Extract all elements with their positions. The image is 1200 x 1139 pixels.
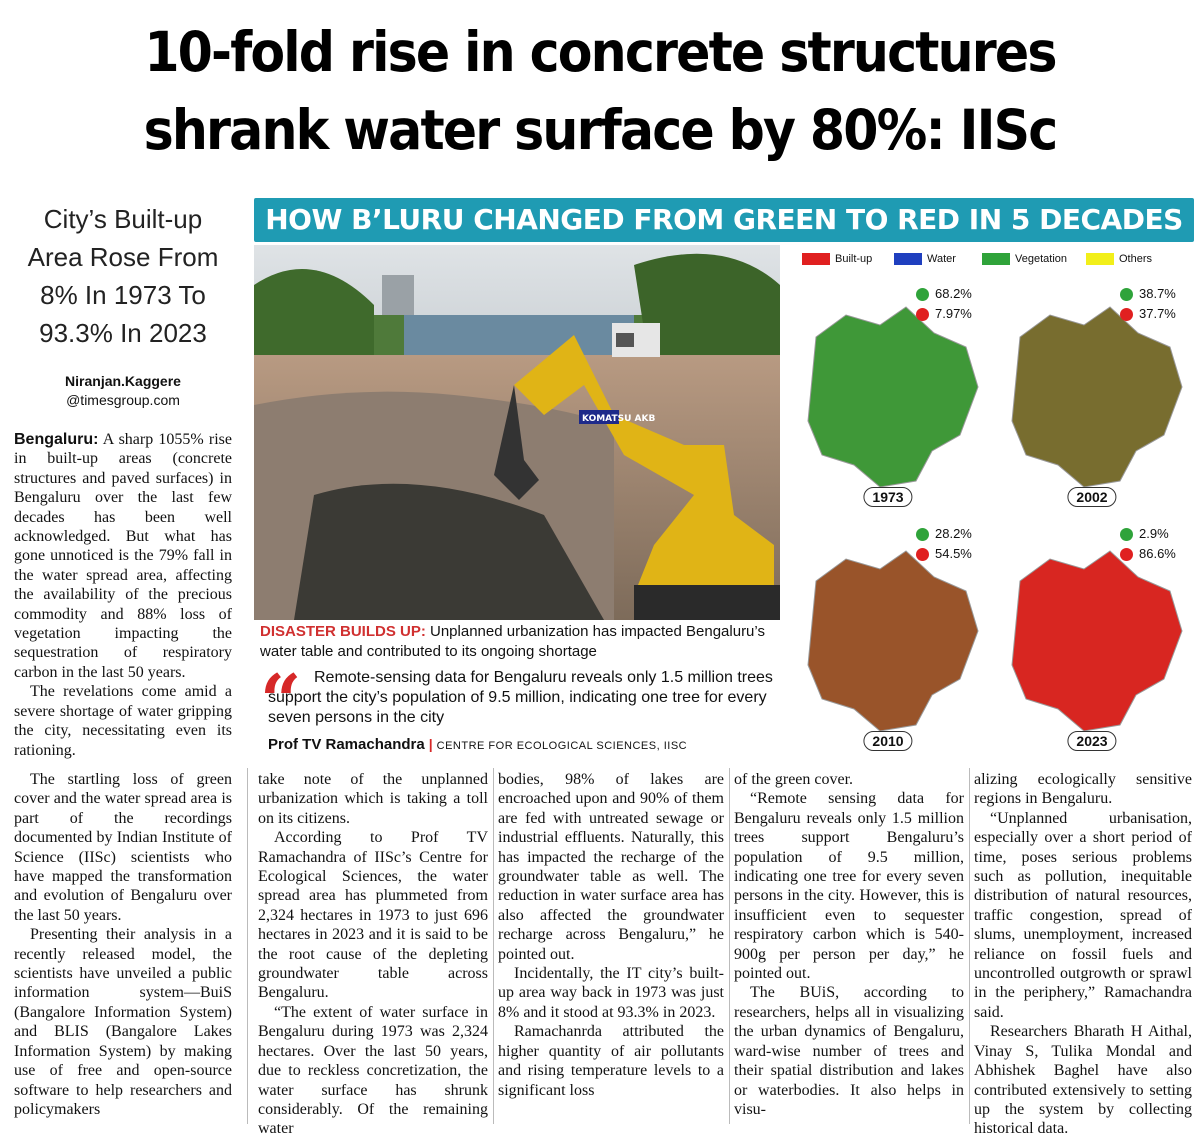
column-divider <box>247 768 248 1124</box>
builtup-dot-icon <box>916 308 929 321</box>
builtup-dot-icon <box>1120 308 1133 321</box>
article-paragraph: “Remote sensing data for Bengaluru reveals only 1.5 million trees support Bengaluru’s population of 9.5 million, indicating one tree for every seven persons in the city. However, this is insufficient even to sequester respiratory carbon which is 540-900g per person per day,” he pointed out. <box>734 790 964 983</box>
builtup-share <box>916 305 972 323</box>
legend-swatch <box>802 253 830 265</box>
map-panel-2023 <box>992 519 1192 759</box>
quote-author-name: Prof TV Ramachandra <box>268 736 425 753</box>
graphic-banner <box>254 198 1194 242</box>
article-column-1-lower <box>14 770 232 1119</box>
photo-caption <box>254 622 780 664</box>
vegetation-value: 38.7% <box>1139 286 1176 301</box>
article-paragraph: “The extent of water surface in Bengaluru during 1973 was 2,324 hectares. Over the last 50 years, due to reckless concretization, the water surface has shrunk considerably. Of the remaining water <box>258 1003 488 1138</box>
paragraph-text: A sharp 1055% rise in built-up areas (concrete structures and paved surfaces) in Bengaluru over the last few decades has been well acknowledged. But what has gone unnoticed is the 79% fall in the water spread area, affecting the availability of the precious commodity and 88% loss of vegetation impacting the sequestration of respiratory carbon in the last 50 years. <box>14 431 232 681</box>
caption-lead: DISASTER BUILDS UP: <box>260 623 426 640</box>
article-column-2 <box>258 770 488 1139</box>
legend-builtup <box>802 253 872 267</box>
vegetation-dot-icon <box>1120 528 1133 541</box>
builtup-value: 86.6% <box>1139 546 1176 561</box>
subhead-line: 93.3% In 2023 <box>39 318 207 348</box>
article-paragraph: According to Prof TV Ramachandra of IISc’s Centre for Ecological Sciences, the water spread area has plummeted from 2,324 hectares in 1973 to just 696 hectares in 2023 and it is said to be the root cause of the depleting groundwater table across Bengaluru. <box>258 829 488 1002</box>
headline-line-1: 10-fold rise in concrete structures <box>144 20 1056 84</box>
caption-text: Unplanned urbanization has impacted Bengaluru’s water table and contributed to its ongoing shortage <box>260 623 765 660</box>
vegetation-value: 2.9% <box>1139 526 1169 541</box>
pull-quote <box>254 658 780 762</box>
quote-author-affiliation: CENTRE FOR ECOLOGICAL SCIENCES, IISC <box>436 740 688 752</box>
vegetation-share <box>916 285 972 303</box>
legend-label: Others <box>1119 253 1153 266</box>
quote-text: Remote-sensing data for Bengaluru reveals only 1.5 million trees support the city’s population of 9.5 million, indicating one tree for every seven persons in the city <box>268 669 773 726</box>
builtup-dot-icon <box>1120 548 1133 561</box>
vegetation-value: 68.2% <box>935 286 972 301</box>
map-panel-1973 <box>788 275 988 515</box>
quote-mark-icon: “ <box>260 658 302 743</box>
column-divider <box>493 768 494 1124</box>
legend-vegetation <box>982 253 1067 267</box>
article-paragraph: take note of the unplanned urbanization which is taking a toll on its citizens. <box>258 771 488 827</box>
article-paragraph: Incidentally, the IT city’s built-up area way back in 1973 was just 8% and it stood at 93.3% in 2023. <box>498 965 724 1021</box>
map-year-label: 2023 <box>1067 731 1116 751</box>
quote-attribution <box>268 736 687 753</box>
dateline: Bengaluru: <box>14 431 99 448</box>
byline <box>8 372 238 410</box>
article-paragraph: The startling loss of green cover and the water spread area is part of the recordings documented by Indian Institute of Science (IISc) scientists who have mapped the transformation and evolution of Bengaluru over the last 50 years. <box>14 771 232 924</box>
builtup-value: 7.97% <box>935 306 972 321</box>
vegetation-dot-icon <box>1120 288 1133 301</box>
subhead-line: City’s Built-up <box>43 204 203 234</box>
article-paragraph: Presenting their analysis in a recently released model, the scientists have unveiled a public information system—BuiS (Bangalore Information System) and BLIS (Bangalore Lakes Information System) by making use of free and open-source software to help researchers and policymakers <box>14 926 232 1118</box>
article-paragraph: bodies, 98% of lakes are encroached upon and 90% of them are fed with untreated sewage or industrial effluents. Naturally, this has impacted the recharge of the groundwater table as well. The reduction in water surface area has also affected the groundwater recharge across Bengaluru,” he pointed out. <box>498 771 724 963</box>
subheadline <box>8 200 238 352</box>
article-paragraph: Ramachanrda attributed the higher quantity of air pollutants and rising temperature levels to a significant loss <box>498 1023 724 1099</box>
article-paragraph: The BUiS, according to researchers, helps all in visualizing the urban dynamics of Bengaluru, ward-wise number of trees and their spatial distribution and lakes or waterbodies. It also helps in visu- <box>734 984 964 1118</box>
map-panel-2010 <box>788 519 988 759</box>
legend-swatch <box>894 253 922 265</box>
column-divider <box>729 768 730 1124</box>
article-column-1 <box>14 430 232 760</box>
vegetation-value: 28.2% <box>935 526 972 541</box>
legend-swatch <box>982 253 1010 265</box>
map-year-label: 2002 <box>1067 487 1116 507</box>
column-divider <box>969 768 970 1124</box>
vegetation-share <box>916 525 972 543</box>
legend-label: Vegetation <box>1015 253 1067 266</box>
builtup-value: 37.7% <box>1139 306 1176 321</box>
builtup-share <box>1120 545 1176 563</box>
builtup-dot-icon <box>916 548 929 561</box>
map-legend <box>786 251 1194 271</box>
article-column-4 <box>734 770 964 1119</box>
legend-water <box>894 253 956 267</box>
byline-handle: @timesgroup.com <box>66 392 180 408</box>
builtup-share <box>1120 305 1176 323</box>
builtup-value: 54.5% <box>935 546 972 561</box>
byline-name: Niranjan.Kaggere <box>65 373 181 389</box>
legend-label: Water <box>927 253 956 266</box>
subhead-line: Area Rose From <box>27 242 219 272</box>
excavator-photo <box>254 245 780 620</box>
subhead-line: 8% In 1973 To <box>40 280 206 310</box>
legend-others <box>1086 253 1152 267</box>
map-year-label: 1973 <box>863 487 912 507</box>
builtup-share <box>916 545 972 563</box>
article-paragraph: of the green cover. <box>734 771 854 788</box>
vegetation-share <box>1120 525 1169 543</box>
photo-illustration <box>254 245 780 620</box>
map-panel-2002 <box>992 275 1192 515</box>
article-paragraph: The revelations come amid a severe shortage of water gripping the city, necessitating even its rationing. <box>14 683 232 759</box>
graphic-banner-title: HOW B’LURU CHANGED FROM GREEN TO RED IN 5 DECADES <box>265 203 1183 236</box>
headline-line-2: shrank water surface by 80%: IISc <box>143 98 1057 162</box>
article-column-3 <box>498 770 724 1100</box>
vegetation-dot-icon <box>916 528 929 541</box>
excavator-brand-label: KOMATSU AKB <box>582 414 656 424</box>
article-column-5 <box>974 770 1192 1139</box>
vegetation-share <box>1120 285 1176 303</box>
legend-swatch <box>1086 253 1114 265</box>
vegetation-dot-icon <box>916 288 929 301</box>
legend-label: Built-up <box>835 253 873 266</box>
article-paragraph: Researchers Bharath H Aithal, Vinay S, Tulika Mondal and Abhishek Baghel have also contributed extensively to setting up the system by collecting historical data. <box>974 1023 1192 1138</box>
attribution-separator: | <box>428 736 433 752</box>
article-paragraph <box>14 430 232 682</box>
article-paragraph: “Unplanned urbanisation, especially over a short period of time, poses serious problems such as pollution, inequitable distribution of natural resources, traffic congestion, spread of slums, unemployment, increased reliance on fossil fuels and uncontrolled outgrowth or sprawl in the periphery,” Ramachandra said. <box>974 809 1192 1021</box>
map-year-label: 2010 <box>863 731 912 751</box>
land-use-maps <box>786 245 1194 762</box>
article-paragraph: alizing ecologically sensitive regions in Bengaluru. <box>974 771 1192 808</box>
